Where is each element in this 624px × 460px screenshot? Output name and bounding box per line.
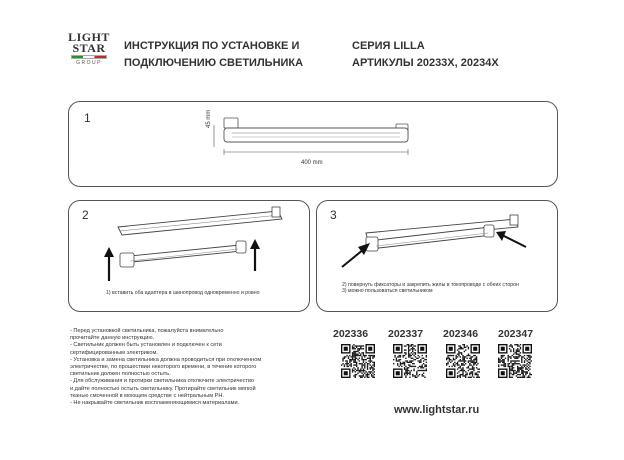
article-code: 202347 [498, 328, 534, 340]
right-pointer-arrow-icon [502, 235, 526, 247]
logo-line-light: LIGHT [68, 30, 110, 44]
italian-flag-icon [71, 55, 107, 59]
website-link[interactable]: www.lightstar.ru [394, 404, 480, 416]
title-line-1: ИНСТРУКЦИЯ ПО УСТАНОВКЕ И [124, 40, 300, 52]
step-1-diagram [200, 109, 420, 180]
note-line: и дайте полностью остыть светильнику. Протирайте светильник мягкой [70, 385, 256, 392]
brand-logo [68, 32, 110, 66]
article-code: 202336 [333, 328, 369, 340]
luminaire-side-view [224, 128, 408, 142]
step-2-diagram [90, 205, 300, 285]
note-line: тканью смоченной в моющем средстве с нейтральным PH. [70, 392, 224, 399]
note-line: прочитайте данную инструкцию. [70, 335, 155, 342]
qr-code-icon[interactable] [393, 344, 427, 378]
step-2-caption: 1) вставить оба адаптера в шинопровод одновременно и ровно [106, 290, 260, 296]
logo-line-group: GROUP [76, 60, 102, 66]
note-line: - Светильник должен быть установлен и подключен к сети [70, 342, 222, 349]
qr-code-icon[interactable] [498, 344, 532, 378]
title-line-2: ПОДКЛЮЧЕНИЮ СВЕТИЛЬНИКА [124, 57, 304, 69]
logo-line-star: STAR [72, 41, 106, 55]
step-3-number: 3 [330, 208, 337, 222]
note-line: - Перед установкой светильника, пожалуйста внимательно [70, 328, 224, 334]
left-adapter-top [224, 118, 238, 128]
article-numbers: АРТИКУЛЫ 20233X, 20234X [352, 57, 499, 69]
series-name: СЕРИЯ LILLA [352, 40, 425, 52]
note-line: сертифицированным электриком. [70, 349, 158, 356]
left-adapter [120, 253, 134, 267]
qr-code-icon[interactable] [446, 344, 480, 378]
note-line: - Не накрывайте светильник воспламеняющимися материалами. [70, 400, 240, 407]
step-3-diagram [330, 205, 554, 281]
note-line: - Установка и замена светильника должна проводиться при отключенном [70, 356, 262, 363]
note-line: светильник должен полностью остыть. [70, 371, 171, 378]
safety-notes [70, 328, 310, 407]
page-title [124, 38, 303, 72]
note-line: - Для обслуживания и протирки светильника отключите электричество [70, 378, 255, 385]
right-adapter [484, 225, 494, 237]
article-code: 202337 [388, 328, 424, 340]
article-code: 202346 [443, 328, 479, 340]
qr-code-icon[interactable] [341, 344, 375, 378]
note-line: электричестве, по прошествии некоторого времени, в течение которого [70, 364, 257, 371]
step-1-number: 1 [84, 111, 91, 125]
right-adapter [236, 241, 246, 253]
step-3-caption [342, 282, 519, 294]
width-dimension-label: 400 mm [301, 160, 323, 166]
left-pointer-arrow-icon [342, 249, 364, 267]
height-dimension-label: 45 mm [206, 109, 212, 128]
step-3-caption-line-2: 3) можно пользоваться светильником [342, 288, 433, 294]
step-2-number: 2 [82, 208, 89, 222]
series-info [352, 38, 499, 72]
step-3-caption-line-1: 2) повернуть фиксаторы и закрепить жилы в токопроводе с обеих сторон [342, 282, 519, 288]
